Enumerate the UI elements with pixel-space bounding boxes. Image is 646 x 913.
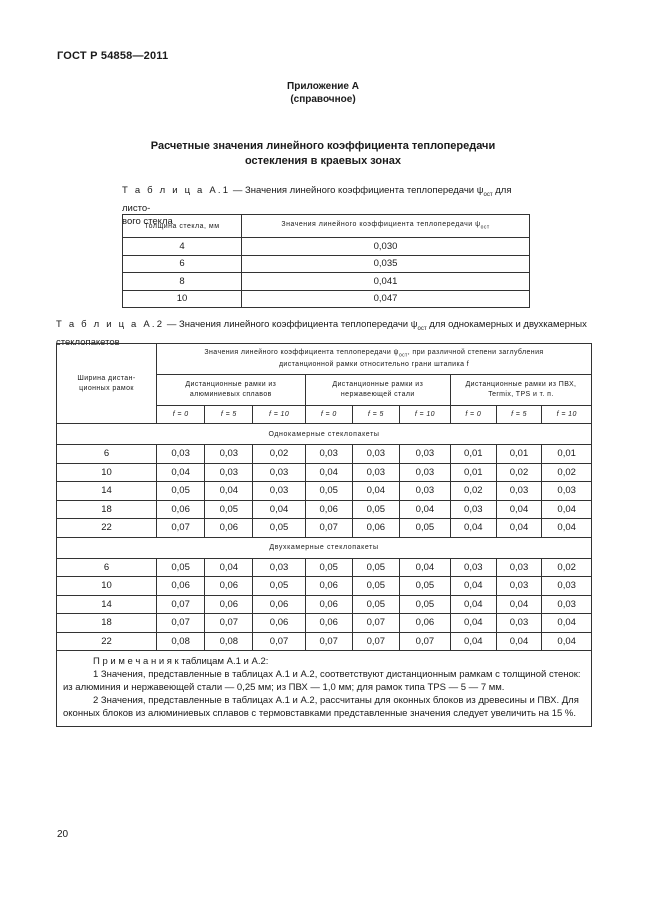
table1-cell-value: 0,035: [242, 255, 530, 273]
table2-cell-value: 0,06: [205, 595, 253, 614]
table2-cell-value: 0,07: [253, 632, 305, 651]
table2-col-width: Ширина дистан-ционных рамок: [57, 344, 157, 424]
table2-cell-value: 0,05: [352, 558, 399, 577]
table2-cell-value: 0,06: [205, 519, 253, 538]
table2-main-header: [157, 344, 592, 375]
table2-cell-value: 0,05: [399, 595, 450, 614]
table2-cell-value: 0,02: [496, 463, 542, 482]
table2-cell-value: 0,03: [205, 463, 253, 482]
table-row: [57, 445, 592, 464]
section-heading-line2: остекления в краевых зонах: [244, 155, 402, 167]
table2-main-header-sub: ост: [398, 352, 408, 359]
table2-group-aluminium: Дистанционные рамки из алюминиевых сплавов: [157, 375, 306, 406]
table2-cell-value: 0,03: [496, 577, 542, 596]
table2-cell-value: 0,03: [450, 558, 496, 577]
table-row: [57, 500, 592, 519]
table2-cell-value: 0,03: [399, 445, 450, 464]
table1-col-value-sub: ост: [480, 224, 490, 231]
table2-cell-value: 0,03: [450, 500, 496, 519]
table2-group-title-single: Однокамерные стеклопакеты: [57, 424, 592, 445]
section-heading: [0, 139, 646, 169]
table2-cell-width: 14: [57, 595, 157, 614]
table2-cell-value: 0,05: [253, 577, 305, 596]
table2-cell-value: 0,06: [205, 577, 253, 596]
table2-notes: [57, 651, 592, 727]
table2-caption-sub: ост: [417, 325, 427, 332]
table2-cell-value: 0,01: [450, 445, 496, 464]
table2-cell-value: 0,07: [352, 632, 399, 651]
table2-cell-value: 0,06: [305, 577, 352, 596]
note-2: 2 Значения, представленные в таблицах А.1 и А.2, рассчитаны для оконных блоков из древесины и ПВХ. Для оконных блоков из алюминиевых сплавов с термовставками представленные значения следует увеличить на 15 %.: [63, 695, 579, 719]
table2-cell-value: 0,06: [305, 500, 352, 519]
table2-cell-value: 0,04: [399, 558, 450, 577]
table2-cell-width: 22: [57, 632, 157, 651]
table1-cell-thickness: 10: [123, 290, 242, 308]
table2-caption-text: — Значения линейного коэффициента теплопередачи ψ: [164, 319, 418, 330]
note-1: 1 Значения, представленные в таблицах А.1 и А.2, соответствуют дистанционным рамкам с толщиной стенок: из алюминия и нержавеющей стали — 0,25 мм; из ПВХ — 1,0 мм; для рамок типа TPS — 5 — 7 мм.: [63, 669, 581, 693]
table2-f-label: f = 10: [253, 406, 305, 424]
table2-main-header-text1: Значения линейного коэффициента теплопередачи ψ: [204, 348, 399, 356]
table2-f-label: f = 5: [205, 406, 253, 424]
table2-cell-value: 0,04: [496, 632, 542, 651]
table2-cell-value: 0,03: [157, 445, 205, 464]
table2-f-label: f = 0: [305, 406, 352, 424]
table2-cell-value: 0,05: [305, 558, 352, 577]
table2-cell-value: 0,06: [253, 595, 305, 614]
table1-cell-value: 0,041: [242, 273, 530, 291]
table2-caption-tail1: для однокамерных и двухкамерных: [426, 319, 587, 330]
table2-group-row-single: [57, 424, 592, 445]
table-row: [57, 577, 592, 596]
table2-cell-value: 0,02: [542, 463, 592, 482]
table2-cell-value: 0,06: [157, 577, 205, 596]
table2-cell-value: 0,01: [496, 445, 542, 464]
table2-notes-row: [57, 651, 592, 727]
table2-caption-tail2: стеклопакетов: [56, 336, 120, 348]
table-row: [123, 273, 530, 291]
table2-cell-value: 0,03: [205, 445, 253, 464]
table2-cell-value: 0,04: [157, 463, 205, 482]
table2-f-label: f = 10: [399, 406, 450, 424]
table1-caption-text: — Значения линейного коэффициента теплопередачи ψ: [230, 185, 484, 196]
table2-cell-value: 0,04: [450, 595, 496, 614]
table2-cell-value: 0,07: [305, 519, 352, 538]
table2-cell-width: 18: [57, 614, 157, 633]
table2-cell-value: 0,05: [352, 500, 399, 519]
table2-cell-value: 0,06: [399, 614, 450, 633]
table2-cell-width: 22: [57, 519, 157, 538]
table2-cell-value: 0,03: [542, 482, 592, 501]
table2-cell-value: 0,05: [399, 577, 450, 596]
table2-cell-value: 0,04: [450, 614, 496, 633]
table-row: [57, 463, 592, 482]
table2-cell-value: 0,03: [352, 445, 399, 464]
table2-cell-value: 0,04: [205, 558, 253, 577]
table2-cell-value: 0,06: [305, 595, 352, 614]
table2-cell-value: 0,06: [305, 614, 352, 633]
table2-cell-value: 0,02: [542, 558, 592, 577]
table2-cell-value: 0,07: [352, 614, 399, 633]
table2-f-label: f = 5: [496, 406, 542, 424]
table2-cell-value: 0,04: [542, 500, 592, 519]
table2-cell-value: 0,05: [305, 482, 352, 501]
table2-cell-value: 0,06: [253, 614, 305, 633]
table2-cell-width: 10: [57, 463, 157, 482]
table2-cell-value: 0,04: [352, 482, 399, 501]
table1-caption-sub: ост: [483, 191, 493, 198]
table2-cell-value: 0,04: [450, 632, 496, 651]
table-row: [57, 482, 592, 501]
document-id: ГОСТ Р 54858—2011: [57, 50, 169, 62]
table1-cell-value: 0,030: [242, 238, 530, 256]
table2-cell-value: 0,05: [157, 558, 205, 577]
table2-cell-value: 0,02: [253, 445, 305, 464]
table2-cell-value: 0,04: [253, 500, 305, 519]
table2-cell-value: 0,03: [305, 445, 352, 464]
table2-cell-value: 0,05: [352, 577, 399, 596]
table2-cell-value: 0,03: [253, 482, 305, 501]
table1-cell-thickness: 8: [123, 273, 242, 291]
table2-cell-value: 0,04: [450, 519, 496, 538]
table2-cell-value: 0,02: [450, 482, 496, 501]
table2-cell-value: 0,03: [253, 558, 305, 577]
table-row: [57, 632, 592, 651]
appendix-subtitle: (справочное): [290, 94, 356, 105]
table2-group-steel: Дистанционные рамки из нержавеющей стали: [305, 375, 450, 406]
table2-cell-value: 0,04: [542, 632, 592, 651]
table1-col-value-text: Значения линейного коэффициента теплопередачи ψ: [281, 221, 481, 229]
table2-cell-value: 0,07: [157, 519, 205, 538]
table2-cell-value: 0,04: [450, 577, 496, 596]
table2-cell-value: 0,04: [542, 614, 592, 633]
table2-cell-value: 0,05: [253, 519, 305, 538]
table2-cell-value: 0,04: [205, 482, 253, 501]
table2-cell-width: 14: [57, 482, 157, 501]
table1-cell-value: 0,047: [242, 290, 530, 308]
table2-cell-width: 18: [57, 500, 157, 519]
table2-group-title-double: Двухкамерные стеклопакеты: [57, 537, 592, 558]
table1-col-thickness: Толщина стекла, мм: [123, 215, 242, 238]
table-row: [57, 558, 592, 577]
table2-cell-value: 0,03: [496, 558, 542, 577]
table2-cell-value: 0,06: [157, 500, 205, 519]
table2-cell-value: 0,07: [157, 595, 205, 614]
table-row: [57, 614, 592, 633]
table1-cell-thickness: 4: [123, 238, 242, 256]
appendix-title: Приложение А: [287, 81, 359, 92]
table2-cell-value: 0,04: [496, 500, 542, 519]
table2-f-label: f = 0: [157, 406, 205, 424]
table2-cell-value: 0,06: [352, 519, 399, 538]
table2-cell-value: 0,03: [399, 482, 450, 501]
page-number: 20: [57, 829, 69, 840]
table2-cell-width: 6: [57, 445, 157, 464]
table2-cell-value: 0,05: [352, 595, 399, 614]
table2-cell-value: 0,07: [305, 632, 352, 651]
table2-cell-value: 0,04: [305, 463, 352, 482]
table2-cell-value: 0,08: [157, 632, 205, 651]
table1-caption-tail1: для листо-: [122, 185, 512, 214]
table2-cell-value: 0,03: [496, 482, 542, 501]
table-a2: [56, 343, 592, 727]
table2-cell-width: 10: [57, 577, 157, 596]
table2-cell-value: 0,04: [542, 519, 592, 538]
table2-cell-value: 0,04: [399, 500, 450, 519]
table2-cell-value: 0,01: [542, 445, 592, 464]
table1-caption-label: Т а б л и ц а А.1: [122, 185, 231, 196]
table1-caption-tail2: вого стекла: [122, 215, 173, 227]
table2-cell-value: 0,03: [352, 463, 399, 482]
table-a1: [122, 214, 530, 308]
table2-cell-value: 0,04: [496, 519, 542, 538]
table2-group-pvc: Дистанционные рамки из ПВХ, Termix, TPS и т. п.: [450, 375, 591, 406]
table2-caption-label: Т а б л и ц а А.2: [56, 319, 165, 330]
table2-cell-width: 6: [57, 558, 157, 577]
table-row: [57, 595, 592, 614]
table-row: [123, 290, 530, 308]
table2-cell-value: 0,04: [496, 595, 542, 614]
table2-cell-value: 0,03: [542, 577, 592, 596]
table1-col-value: [242, 215, 530, 238]
table-row: [57, 519, 592, 538]
table2-cell-value: 0,05: [157, 482, 205, 501]
table2-f-label: f = 0: [450, 406, 496, 424]
table2-cell-value: 0,03: [399, 463, 450, 482]
table-row: [123, 238, 530, 256]
notes-title: П р и м е ч а н и я к таблицам А.1 и А.2:: [93, 656, 269, 667]
table2-cell-value: 0,07: [399, 632, 450, 651]
table2-cell-value: 0,03: [542, 595, 592, 614]
table2-cell-value: 0,03: [253, 463, 305, 482]
table1-cell-thickness: 6: [123, 255, 242, 273]
table2-cell-value: 0,07: [205, 614, 253, 633]
section-heading-line1: Расчетные значения линейного коэффициента теплопередачи: [150, 140, 496, 152]
table2-cell-value: 0,05: [399, 519, 450, 538]
table2-main-header-text2: , при различной степени заглубления дистанционной рамки относительно грани штапика f: [278, 348, 544, 369]
table2-f-label: f = 10: [542, 406, 592, 424]
table2-f-label: f = 5: [352, 406, 399, 424]
table2-cell-value: 0,01: [450, 463, 496, 482]
table2-cell-value: 0,08: [205, 632, 253, 651]
table2-cell-value: 0,07: [157, 614, 205, 633]
table-row: [123, 255, 530, 273]
table2-cell-value: 0,05: [205, 500, 253, 519]
table2-group-row-double: [57, 537, 592, 558]
table2-cell-value: 0,03: [496, 614, 542, 633]
